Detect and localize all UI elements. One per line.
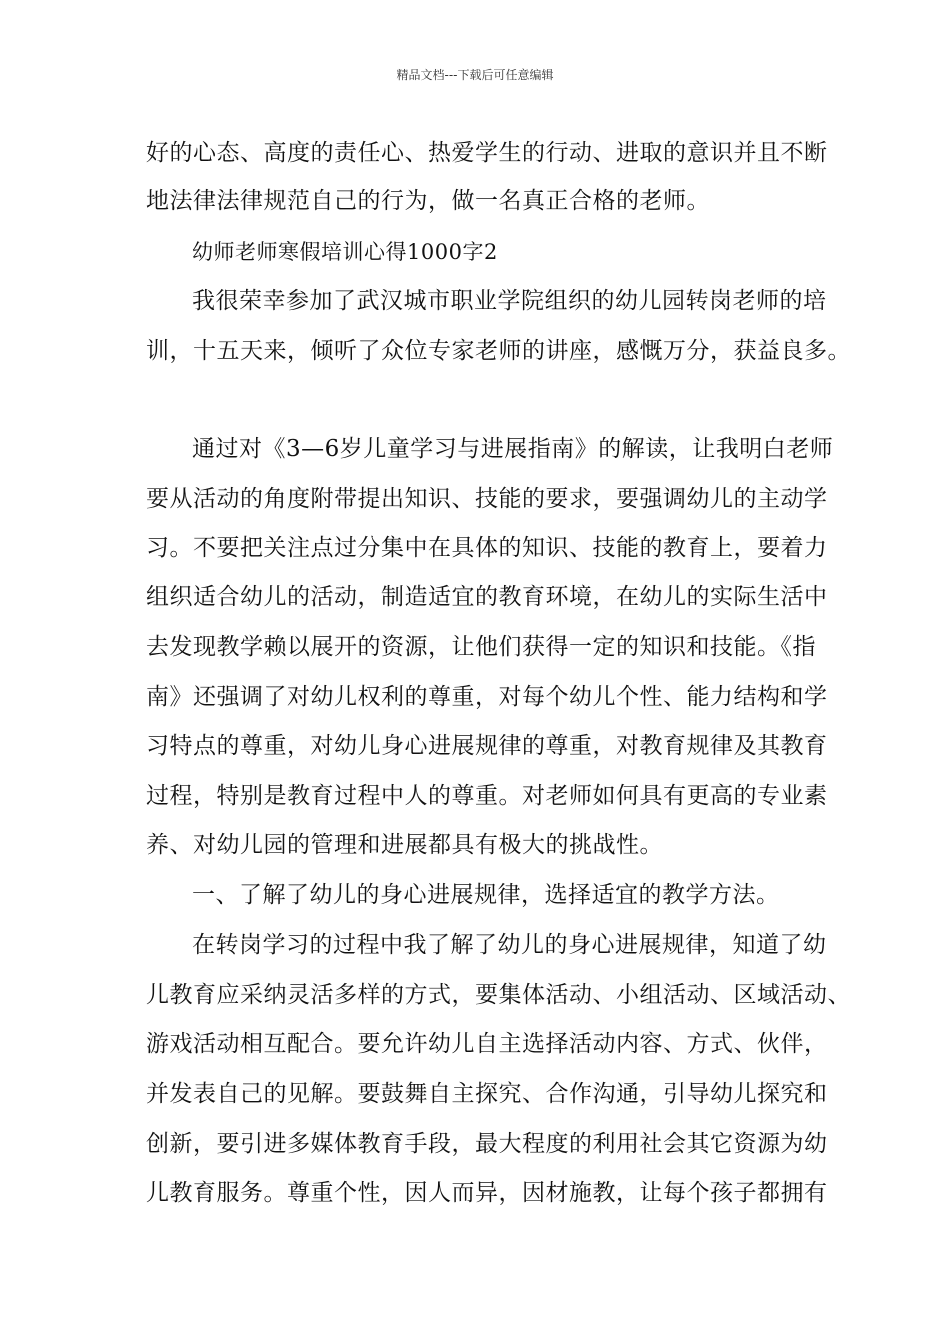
text-line: 去发现教学赖以展开的资源，让他们获得一定的知识和技能。《指 [146,634,816,660]
text-line: 通过对《3—6岁儿童学习与进展指南》的解读，让我明白老师 [192,436,834,462]
text-line: 在转岗学习的过程中我了解了幼儿的身心进展规律，知道了幼 [192,932,827,958]
section-title: 幼师老师寒假培训心得1000字2 [192,240,498,264]
text-line: 训，十五天来，倾听了众位专家老师的讲座，感慨万分，获益良多。 [146,338,851,364]
text-line: 游戏活动相互配合。要允许幼儿自主选择活动内容、方式、伙伴， [146,1031,828,1057]
text-line: 好的心态、高度的责任心、热爱学生的行动、进取的意识并且不断 [146,140,828,166]
text-line: 南》还强调了对幼儿权利的尊重，对每个幼儿个性、能力结构和学 [146,684,828,710]
text-line: 我很荣幸参加了武汉城市职业学院组织的幼儿园转岗老师的培 [192,288,827,314]
text-line: 习特点的尊重，对幼儿身心进展规律的尊重，对教育规律及其教育 [146,733,828,759]
text-line: 地法律法律规范自己的行为，做一名真正合格的老师。 [146,188,710,214]
text-line: 创新，要引进多媒体教育手段，最大程度的利用社会其它资源为幼 [146,1131,828,1157]
text-line: 儿教育应采纳灵活多样的方式，要集体活动、小组活动、区域活动、 [146,982,851,1008]
text-line: 养、对幼儿园的管理和进展都具有极大的挑战性。 [146,832,663,858]
text-line: 习。不要把关注点过分集中在具体的知识、技能的教育上，要着力 [146,535,828,561]
text-line: 过程，特别是教育过程中人的尊重。对老师如何具有更高的专业素 [146,783,828,809]
text-line: 一、了解了幼儿的身心进展规律，选择适宜的教学方法。 [192,882,780,908]
text-line: 组织适合幼儿的活动，制造适宜的教育环境，在幼儿的实际生活中 [146,584,828,610]
text-line: 并发表自己的见解。要鼓舞自主探究、合作沟通，引导幼儿探究和 [146,1081,828,1107]
text-line: 要从活动的角度附带提出知识、技能的要求，要强调幼儿的主动学 [146,486,828,512]
text-line: 儿教育服务。尊重个性，因人而异，因材施教，让每个孩子都拥有 [146,1180,828,1206]
page-header: 精品文档---下载后可任意编辑 [396,68,554,82]
